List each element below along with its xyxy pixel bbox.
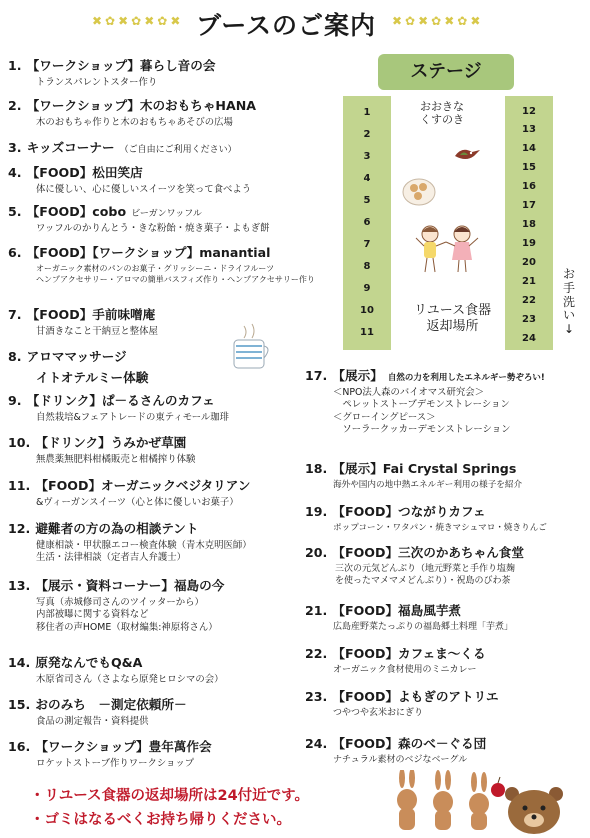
entry-number: 10. — [8, 435, 31, 450]
entry-title: 【展示・資料コーナー】福島の今 — [35, 578, 225, 593]
entry-title: 原発なんでもQ&A — [35, 655, 143, 670]
entry-number: 4. — [8, 165, 22, 180]
reuse-return-label-line: 返却場所 — [426, 319, 479, 335]
entry-detail: ソーラークッカーデモンストレーション — [333, 424, 511, 436]
booth-column-left — [343, 96, 391, 350]
entry-title: 【ワークショップ】暮らし音の会 — [26, 58, 216, 73]
booth-number: 5 — [363, 195, 371, 206]
entry-detail: オーガニック素材のパンのお菓子・グリッシーニ・ドライフルーツ — [36, 264, 275, 273]
booth-number: 13 — [522, 124, 536, 135]
cookie-plate-illustration — [402, 178, 436, 206]
booth-entry-7 — [8, 306, 158, 336]
entry-detail: 甘酒きなこと干納豆と整体屋 — [36, 326, 158, 337]
entry-number: 2. — [8, 98, 22, 113]
entry-detail: &ヴィーガンスイーツ（心と体に優しいお菓子） — [36, 497, 239, 508]
booth-entry-16 — [8, 738, 212, 768]
booth-entry-11 — [8, 477, 250, 507]
entry-title: イトオテルミー体験 — [36, 370, 149, 385]
tea-cup-illustration — [230, 322, 274, 372]
entry-title: 【FOOD】松田笑店 — [26, 165, 143, 180]
entry-title: 【FOOD】森のべ－ぐる団 — [332, 736, 487, 751]
entry-title: 【ドリンク】うみかぜ草園 — [35, 435, 187, 450]
booth-number: 20 — [522, 257, 536, 268]
entry-number: 22. — [305, 646, 328, 661]
entry-note: （ご自由にご利用ください） — [119, 145, 237, 155]
booth-entry-23 — [305, 688, 499, 718]
entry-detail: 木のおもちゃ作りと木のおもちゃあそびの広場 — [36, 117, 233, 128]
entry-number: 7. — [8, 307, 22, 322]
entry-number: 14. — [8, 655, 31, 670]
booth-entry-12 — [8, 520, 252, 563]
entry-title: 【FOOD】手前味噌庵 — [26, 307, 156, 322]
big-tree-label-line: くすのき — [420, 113, 464, 127]
booth-number: 16 — [522, 181, 536, 192]
booth-number: 24 — [522, 333, 536, 344]
entry-detail: ポップコーン・ワタパン・焼きマシュマロ・焼きりんご — [333, 523, 547, 533]
booth-number: 2 — [363, 129, 371, 140]
entry-title: おのみち －測定依頼所－ — [35, 697, 187, 712]
entry-detail: ワッフルのかりんとう・きな粉飴・焼き菓子・よもぎ餅 — [36, 223, 270, 234]
booth-entry-13 — [8, 577, 224, 632]
entry-detail: 木原省司さん（さよなら原発ヒロシマの会） — [36, 674, 224, 685]
booth-number: 10 — [360, 305, 374, 316]
booth-column-right — [505, 96, 553, 350]
booth-number: 14 — [522, 143, 536, 154]
booth-number: 21 — [522, 276, 536, 287]
stage-label: ステージ — [378, 54, 514, 90]
entry-detail: を使ったマメマメどんぶり）・祝島のびわ茶 — [335, 576, 511, 586]
entry-title: 【ドリンク】ぱ－るさんのカフェ — [26, 393, 215, 408]
entry-detail: 体に優しい、心に優しいスイーツを笑って食べよう — [36, 184, 252, 195]
entry-detail: ロケットストーブ作りワークショップ — [36, 758, 195, 769]
entry-detail: トランスパレントスター作り — [36, 77, 158, 88]
entry-detail: 海外や国内の地中熱エネルギー利用の様子を紹介 — [333, 480, 523, 490]
booth-entry-10 — [8, 434, 195, 464]
entry-title: 【FOOD】【ワークショップ】manantial — [26, 245, 271, 260]
booth-number: 6 — [363, 217, 371, 228]
entry-detail: 三次の元気どんぶり（地元野菜と手作り塩麹 — [335, 564, 516, 574]
booth-entry-1 — [8, 57, 215, 87]
entry-number: 23. — [305, 689, 328, 704]
booth-number: 1 — [363, 107, 371, 118]
entry-detail: ＜グローイングピース＞ — [333, 411, 436, 423]
booth-number: 9 — [363, 283, 371, 294]
booth-entry-21 — [305, 602, 513, 632]
booth-number: 12 — [522, 106, 536, 117]
booth-number: 3 — [363, 151, 371, 162]
entry-number: 9. — [8, 393, 22, 408]
entry-detail: オーガニック食材使用のミニカレー — [333, 665, 477, 675]
entry-detail: 内部被曝に関する資料など — [36, 609, 149, 621]
entry-title: 【展示】 — [332, 368, 383, 383]
entry-number: 20. — [305, 545, 328, 560]
entry-number: 3. — [8, 140, 22, 155]
entry-title: 【展示】Fai Crystal Springs — [332, 461, 517, 476]
entry-detail: 生活・法律相談（定者吉人弁護士） — [36, 552, 187, 564]
entry-number: 5. — [8, 204, 22, 219]
entry-number: 19. — [305, 504, 328, 519]
entry-number: 6. — [8, 245, 22, 260]
entry-title: 避難者の方の為の相談テント — [35, 521, 199, 536]
page-title: ブースのご案内 — [196, 11, 377, 40]
entry-title: アロママッサージ — [26, 349, 127, 364]
booth-entry-8 — [8, 348, 127, 364]
entry-title: 【FOOD】オーガニックベジタリアン — [35, 478, 251, 493]
reuse-return-label — [414, 303, 491, 336]
reuse-return-label-line: リユース食器 — [414, 303, 492, 318]
booth-number: 23 — [522, 314, 536, 325]
booth-entry-14 — [8, 654, 224, 684]
entry-number: 18. — [305, 461, 328, 476]
booth-entry-4 — [8, 164, 251, 194]
entry-number: 24. — [305, 736, 328, 751]
entry-number: 1. — [8, 58, 22, 73]
entry-title: 【ワークショップ】木のおもちゃHANA — [26, 98, 257, 113]
entry-detail: 食品の測定報告・資料提供 — [36, 716, 149, 727]
booth-entry-6 — [8, 244, 315, 284]
booth-number: 8 — [363, 261, 371, 272]
bird-illustration — [452, 144, 482, 164]
booth-entry-20 — [305, 544, 524, 586]
booth-entry-8b — [8, 369, 148, 385]
booth-entry-5 — [8, 203, 270, 233]
entry-detail: 自然栽培&フェアトレードの東ティモール珈琲 — [36, 412, 230, 423]
entry-number: 17. — [305, 368, 328, 383]
big-tree-label — [420, 100, 464, 126]
booth-number: 22 — [522, 295, 536, 306]
booth-entry-24 — [305, 735, 486, 765]
entry-note: 自然の力を利用したエネルギー勢ぞろい! — [387, 373, 545, 383]
rabbits-and-bear-illustration — [388, 770, 588, 836]
entry-title: 【FOOD】福島風芋煮 — [332, 603, 462, 618]
booth-number: 4 — [363, 173, 371, 184]
entry-detail: 広島産野菜たっぷりの福島郷土料理「芋煮」 — [333, 622, 514, 632]
entry-number: 12. — [8, 521, 31, 536]
booth-number: 18 — [522, 219, 536, 230]
big-tree-label-line: おおきな — [420, 100, 464, 113]
booth-number: 17 — [522, 200, 536, 211]
restroom-label: お手洗い↓ — [562, 267, 575, 337]
entry-detail: ペレットストーブデモンストレーション — [333, 399, 510, 411]
entry-title: 【FOOD】三次のかあちゃん食堂 — [332, 545, 524, 560]
title-decoration-right: ✖✿✖✿✖✿✖ — [392, 14, 484, 28]
entry-detail: ヘンプアクセサリー・アロマの簡単バスフィズ作り・ヘンプアクセサリー作り — [36, 275, 315, 284]
booth-entry-18 — [305, 460, 522, 490]
entry-number: 8. — [8, 349, 22, 364]
booth-number: 11 — [360, 327, 374, 338]
entry-title: キッズコーナー — [26, 140, 115, 155]
entry-title: 【FOOD】カフェま～くる — [332, 646, 486, 661]
entry-number: 13. — [8, 578, 31, 593]
booth-entry-3 — [8, 139, 237, 155]
title-decoration-left: ✖✿✖✿✖✿✖ — [92, 14, 184, 28]
booth-entry-9 — [8, 392, 229, 422]
entry-detail: ナチュラル素材のベジなベーグル — [333, 755, 468, 765]
booth-entry-22 — [305, 645, 486, 675]
booth-entry-19 — [305, 503, 547, 533]
booth-entry-15 — [8, 696, 187, 726]
footer-note-trash: ・ゴミはなるべくお持ち帰りください。 — [30, 812, 291, 828]
entry-detail: 健康相談・甲状腺エコー検査体験（青木克明医師） — [36, 540, 252, 551]
entry-number: 15. — [8, 697, 31, 712]
entry-title: 【FOOD】よもぎのアトリエ — [332, 689, 499, 704]
booth-number: 15 — [522, 162, 536, 173]
entry-detail: つやつや玄米おにぎり — [333, 708, 424, 718]
entry-detail: 写真（赤城修司さんのツイッターから） — [36, 597, 204, 608]
booth-number: 7 — [363, 239, 371, 250]
booth-entry-17 — [305, 367, 545, 435]
entry-number: 16. — [8, 739, 31, 754]
entry-number: 21. — [305, 603, 328, 618]
children-illustration — [414, 222, 480, 276]
entry-detail: 移住者の声HOME（取材編集:神原将さん） — [36, 621, 218, 633]
entry-title: 【FOOD】cobo — [26, 204, 127, 219]
entry-detail: ＜NPO法人森のバイオマス研究会＞ — [333, 387, 485, 398]
footer-note-reuse: ・リユース食器の返却場所は24付近です。 — [30, 788, 310, 804]
entry-title: 【ワークショップ】豊年萬作会 — [35, 739, 212, 754]
entry-number: 11. — [8, 478, 31, 493]
entry-note: ビーガンワッフル — [131, 209, 202, 219]
entry-detail: 無農薬無肥料柑橘販売と柑橘搾り体験 — [36, 454, 196, 465]
booth-number: 19 — [522, 238, 536, 249]
booth-entry-2 — [8, 97, 256, 127]
entry-title: 【FOOD】つながりカフェ — [332, 504, 486, 519]
